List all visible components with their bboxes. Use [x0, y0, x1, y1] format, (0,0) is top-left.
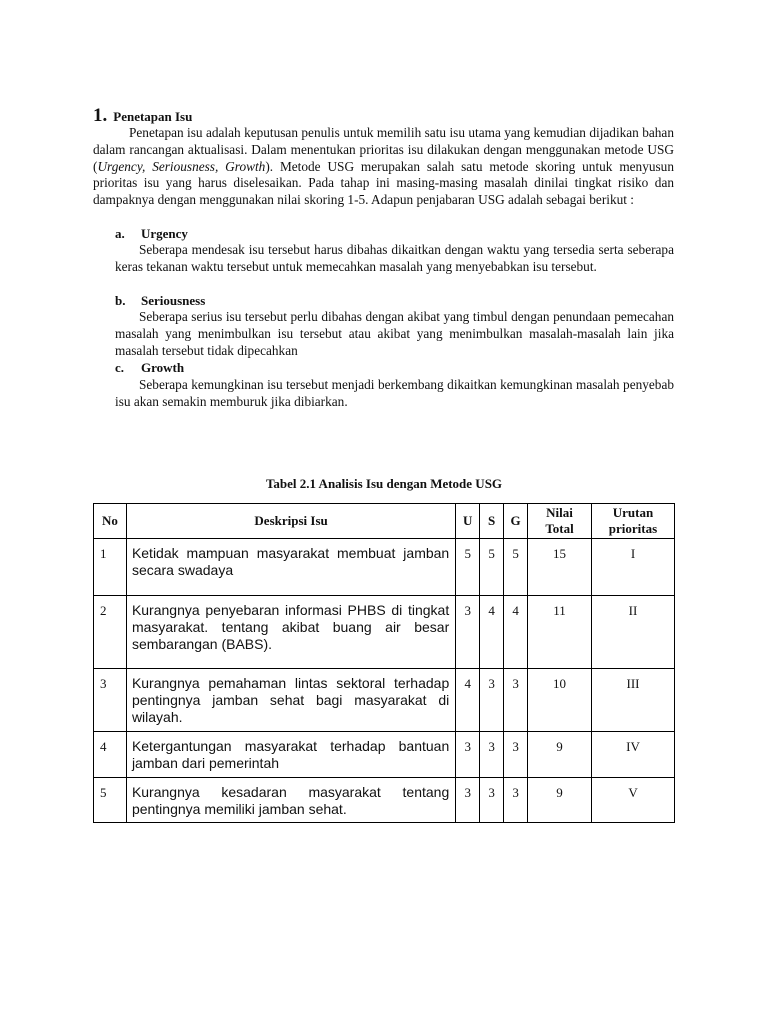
cell-no: 2	[94, 596, 127, 669]
criterion-letter: a.	[115, 226, 125, 241]
intro-text-1: Penetapan isu adalah keputusan penulis untuk memilih satu isu utama yang kemudian dijadikan bahan dalam rancangan aktualisasi. Dalam menentukan prioritas isu dilakukan dengan menggunakan metode USG (	[93, 125, 674, 174]
cell-g: 3	[504, 778, 528, 823]
cell-s: 3	[480, 732, 504, 778]
table-row	[94, 732, 675, 778]
header-s: S	[480, 504, 504, 539]
criterion-name: Growth	[141, 360, 185, 375]
cell-s: 4	[480, 596, 504, 669]
table-row	[94, 539, 675, 596]
header-u: U	[456, 504, 480, 539]
cell-s: 3	[480, 778, 504, 823]
section-heading	[93, 105, 192, 127]
criterion-urgency-text: Seberapa mendesak isu tersebut harus dibahas dikaitkan dengan waktu yang tersedia serta seberapa keras tekanan waktu tersebut untuk memecahkan masalah yang menyebabkan isu tersebut.	[115, 242, 674, 274]
cell-no: 5	[94, 778, 127, 823]
cell-u: 4	[456, 669, 480, 732]
cell-rank: II	[592, 596, 675, 669]
cell-g: 3	[504, 669, 528, 732]
cell-rank: V	[592, 778, 675, 823]
cell-s: 5	[480, 539, 504, 596]
cell-total: 15	[528, 539, 592, 596]
header-total	[528, 504, 592, 539]
cell-g: 5	[504, 539, 528, 596]
cell-description: Ketergantungan masyarakat terhadap bantuan jamban dari pemerintah	[126, 732, 455, 778]
cell-description: Kurangnya penyebaran informasi PHBS di tingkat masyarakat. tentang akibat buang air besar sembarangan (BABS).	[126, 596, 455, 669]
cell-u: 3	[456, 732, 480, 778]
header-description: Deskripsi Isu	[126, 504, 455, 539]
cell-description: Kurangnya pemahaman lintas sektoral terhadap pentingnya jamban sehat bagi masyarakat di wilayah.	[126, 669, 455, 732]
usg-table	[93, 503, 675, 823]
cell-g: 3	[504, 732, 528, 778]
header-rank	[592, 504, 675, 539]
intro-paragraph	[93, 125, 674, 209]
section-number: 1.	[93, 105, 108, 126]
cell-rank: IV	[592, 732, 675, 778]
table-caption: Tabel 2.1 Analisis Isu dengan Metode USG	[265, 476, 503, 491]
criterion-letter: b.	[115, 293, 126, 308]
cell-u: 3	[456, 778, 480, 823]
intro-text-2: ). Metode USG merupakan salah satu metode skoring untuk menyusun prioritas isu yang harus diselesaikan. Pada tahap ini masing-masing masalah dinilai tingkat risiko dan dampaknya dengan menggunakan nilai skoring 1-5. Adapun penjabaran USG adalah sebagai berikut :	[93, 158, 674, 208]
criterion-name: Urgency	[141, 226, 188, 241]
cell-description: Ketidak mampuan masyarakat membuat jamban secara swadaya	[126, 539, 455, 596]
header-rank-label: Urutan prioritas	[608, 505, 658, 536]
cell-u: 5	[456, 539, 480, 596]
cell-s: 3	[480, 669, 504, 732]
cell-total: 11	[528, 596, 592, 669]
cell-total: 10	[528, 669, 592, 732]
header-g: G	[504, 504, 528, 539]
cell-rank: III	[592, 669, 675, 732]
header-total-label: Nilai Total	[545, 505, 574, 536]
criterion-letter: c.	[115, 360, 125, 375]
cell-rank: I	[592, 539, 675, 596]
cell-total: 9	[528, 778, 592, 823]
section-title: Penetapan Isu	[113, 109, 193, 124]
cell-no: 1	[94, 539, 127, 596]
cell-total: 9	[528, 732, 592, 778]
table-header-row	[94, 504, 675, 539]
cell-no: 4	[94, 732, 127, 778]
table-row	[94, 778, 675, 823]
table-row	[94, 596, 675, 669]
criterion-seriousness-text: Seberapa serius isu tersebut perlu dibahas dengan akibat yang timbul dengan penundaan pemecahan masalah yang menimbulkan isu tersebut atau akibat yang menimbulkan masalah-masalah lain jika masalah tersebut tidak dipecahkan	[115, 309, 674, 358]
criterion-growth-text: Seberapa kemungkinan isu tersebut menjadi berkembang dikaitkan kemungkinan masalah penyebab isu akan semakin memburuk jika dibiarkan.	[115, 377, 674, 409]
cell-description: Kurangnya kesadaran masyarakat tentang pentingnya memiliki jamban sehat.	[126, 778, 455, 823]
intro-italic: Urgency, Seriousness, Growth	[97, 158, 266, 174]
criterion-seriousness-heading	[115, 293, 205, 309]
criterion-urgency-heading	[115, 226, 188, 242]
cell-g: 4	[504, 596, 528, 669]
cell-no: 3	[94, 669, 127, 732]
cell-u: 3	[456, 596, 480, 669]
criterion-growth-heading	[115, 360, 184, 376]
table-row	[94, 669, 675, 732]
criterion-name: Seriousness	[141, 293, 206, 308]
header-no: No	[94, 504, 127, 539]
